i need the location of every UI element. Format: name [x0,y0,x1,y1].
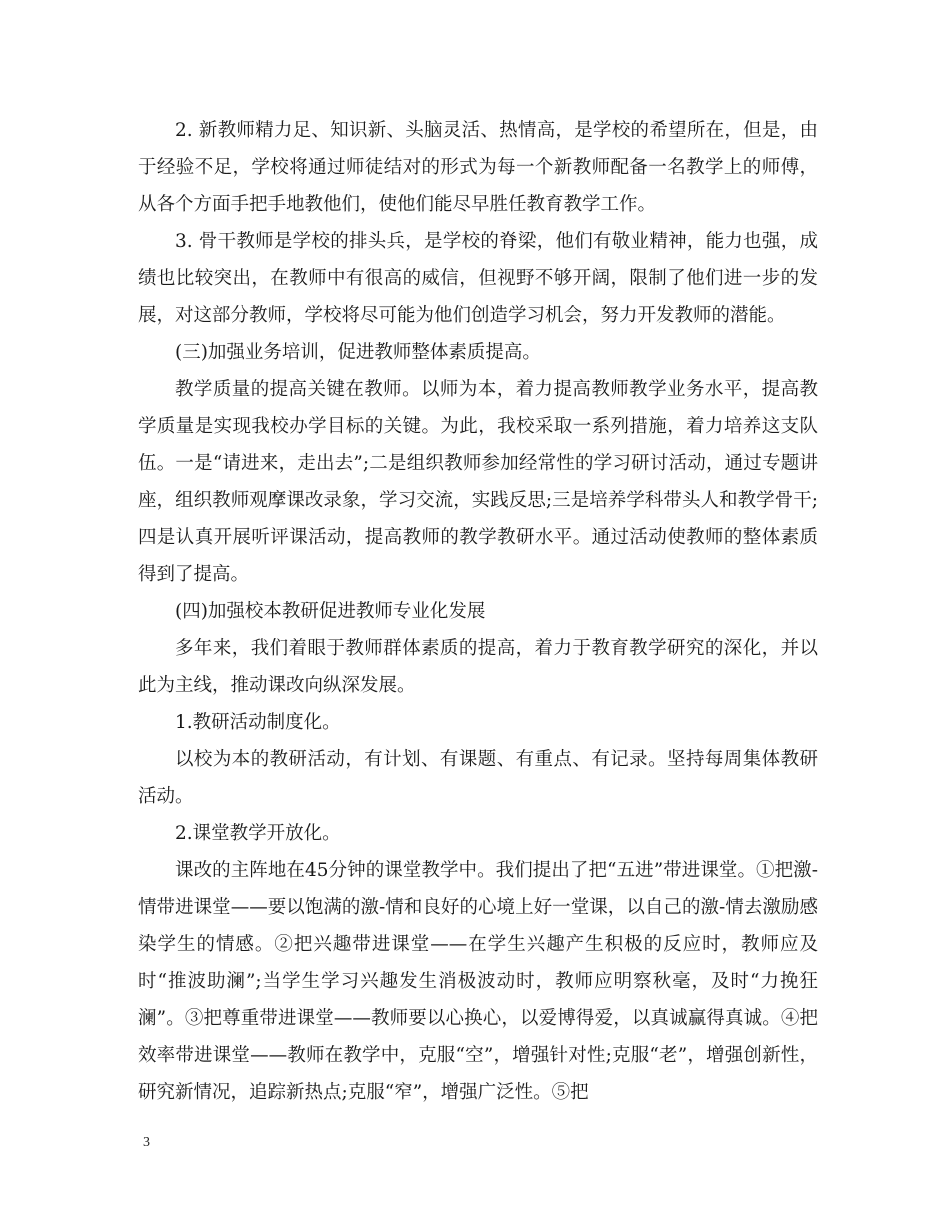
section-heading-3: (三)加强业务培训，促进教师整体素质提高。 [175,342,541,363]
subheading-1: 1.教研活动制度化。 [175,712,341,733]
paragraph-school-based-research: 以校为本的教研活动，有计划、有课题、有重点、有记录。坚持每周集体教研活动。 [138,749,818,807]
subheading-2: 2.课堂教学开放化。 [175,823,341,844]
paragraph-backbone-teachers: 3. 骨干教师是学校的排头兵，是学校的脊梁，他们有敬业精神，能力也强，成绩也比较突出，在教师中有很高的威信，但视野不够开阔，限制了他们进一步的发展，对这部分教师，学校将尽可能为他们创造学习机会，努力开发教师的潜能。 [138,231,818,326]
section-heading-4: (四)加强校本教研促进教师专业化发展 [175,601,486,622]
body-text [138,112,818,1111]
page-number: 3 [143,1135,150,1150]
paragraph-classroom: 课改的主阵地在45分钟的课堂教学中。我们提出了把“五进”带进课堂。①把激-情带进课堂——要以饱满的激-情和良好的心境上好一堂课，以自己的激-情去激励感染学生的情感。②把兴趣带进课堂——在学生兴趣产生积极的反应时，教师应及时“推波助澜”;当学生学习兴趣发生消极波动时，教师应明察秋毫，及时“力挽狂澜”。③把尊重带进课堂——教师要以心换心，以爱博得爱，以真诚赢得真诚。④把效率带进课堂——教师在教学中，克服“空”，增强针对性;克服“老”，增强创新性，研究新情况，追踪新热点;克服“窄”，增强广泛性。⑤把 [138,860,818,1103]
paragraph-teaching-quality: 教学质量的提高关键在教师。以师为本，着力提高教师教学业务水平，提高教学质量是实现我校办学目标的关键。为此，我校采取一系列措施，着力培养这支队伍。一是“请进来，走出去”;二是组织教师参加经常性的学习研讨活动，通过专题讲座，组织教师观摩课改录象，学习交流，实践反思;三是培养学科带头人和教学骨干;四是认真开展听评课活动，提高教师的教学教研水平。通过活动使教师的整体素质得到了提高。 [138,379,818,585]
paragraph-new-teachers: 2. 新教师精力足、知识新、头脑灵活、热情高，是学校的希望所在，但是，由于经验不足，学校将通过师徒结对的形式为每一个新教师配备一名教学上的师傅，从各个方面手把手地教他们，使他们能尽早胜任教育教学工作。 [138,120,818,215]
paragraph-years: 多年来，我们着眼于教师群体素质的提高，着力于教育教学研究的深化，并以此为主线，推动课改向纵深发展。 [138,638,818,696]
